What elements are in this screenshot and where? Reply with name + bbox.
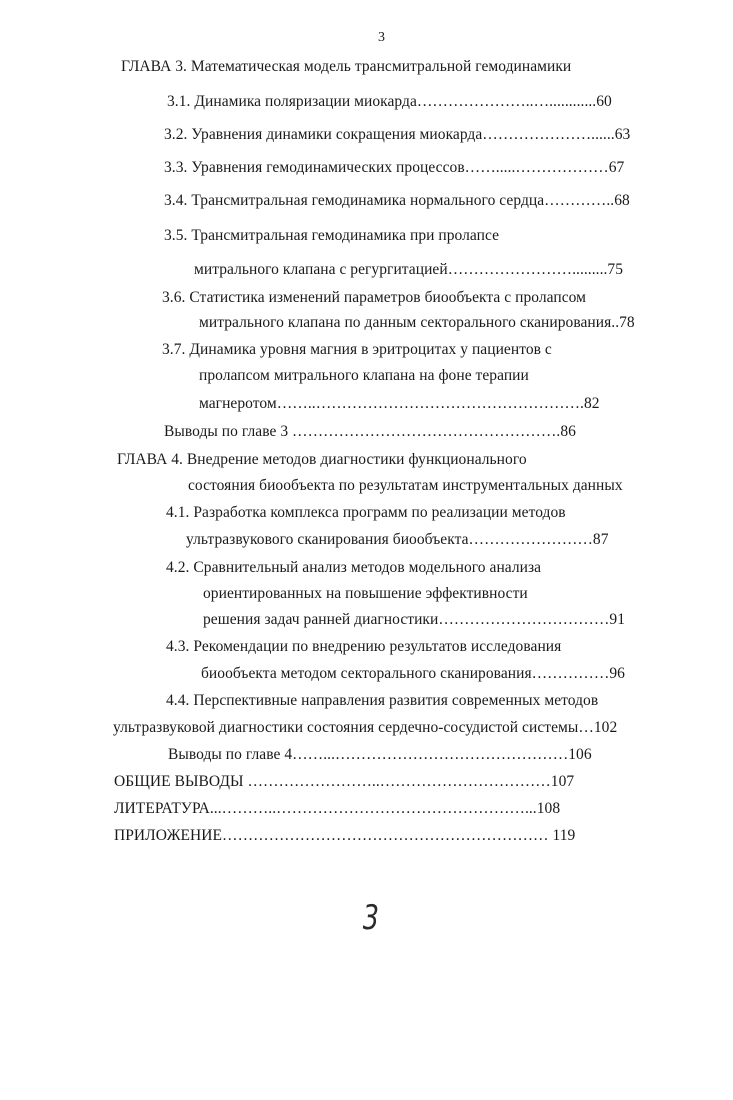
toc-item-4-2-cont1: ориентированных на повышение эффективности (203, 585, 528, 602)
toc-item-3-6: 3.6. Статистика изменений параметров биообъекта с пролапсом (162, 289, 586, 306)
toc-item-4-4-cont: ультразвуковой диагностики состояния сердечно-сосудистой системы…102 (113, 719, 618, 736)
toc-chapter-4-title-cont: состояния биообъекта по результатам инструментальных данных (188, 477, 623, 494)
toc-item-4-2: 4.2. Сравнительный анализ методов модельного анализа (166, 559, 542, 576)
toc-item-3-4: 3.4. Трансмитральная гемодинамика нормального сердца…………..68 (164, 192, 630, 209)
toc-chapter-3-conclusions: Выводы по главе 3 …………………………………………….86 (164, 423, 576, 440)
toc-chapter-4-conclusions: Выводы по главе 4……...………………………………………106 (168, 746, 592, 763)
toc-literature: ЛИТЕРАТУРА...………..…………………………………………...108 (114, 800, 561, 817)
handwritten-page-number: 3 (362, 898, 379, 938)
toc-item-3-7-cont1: пролапсом митрального клапана на фоне терапии (199, 367, 529, 384)
toc-item-4-1: 4.1. Разработка комплекса программ по реализации методов (166, 504, 566, 521)
toc-item-4-1-cont: ультразвукового сканирования биообъекта……………………87 (186, 531, 609, 548)
toc-item-4-3: 4.3. Рекомендации по внедрению результатов исследования (166, 638, 562, 655)
toc-item-3-5: 3.5. Трансмитральная гемодинамика при пролапсе (164, 227, 500, 244)
page-number: 3 (378, 30, 385, 45)
toc-item-3-1: 3.1. Динамика поляризации миокарда…………………..…............60 (167, 93, 612, 110)
toc-item-3-7: 3.7. Динамика уровня магния в эритроцитах у пациентов с (162, 341, 552, 358)
toc-item-4-3-cont: биообъекта методом секторального сканирования……………96 (201, 665, 625, 682)
toc-item-3-7-cont2: магнеротом……..…………………………………………….82 (199, 395, 600, 412)
toc-appendix: ПРИЛОЖЕНИЕ……………………………………………………… 119 (114, 827, 576, 844)
toc-chapter-4-title: ГЛАВА 4. Внедрение методов диагностики функционального (117, 451, 527, 468)
toc-item-3-3: 3.3. Уравнения гемодинамических процессов…….....………………67 (164, 159, 625, 176)
toc-item-4-2-cont2: решения задач ранней диагностики……………………………91 (203, 611, 625, 628)
toc-item-3-5-cont: митрального клапана с регургитацией…………………….........75 (194, 261, 624, 278)
toc-chapter-3-title: ГЛАВА 3. Математическая модель трансмитральной гемодинамики (121, 58, 572, 75)
toc-item-3-2: 3.2. Уравнения динамики сокращения миокарда…………………......63 (164, 126, 631, 143)
toc-item-3-6-cont: митрального клапана по данным секторального сканирования..78 (199, 314, 635, 331)
toc-general-conclusions: ОБЩИЕ ВЫВОДЫ ……………………..……………………………107 (114, 773, 575, 790)
toc-item-4-4: 4.4. Перспективные направления развития современных методов (166, 692, 599, 709)
